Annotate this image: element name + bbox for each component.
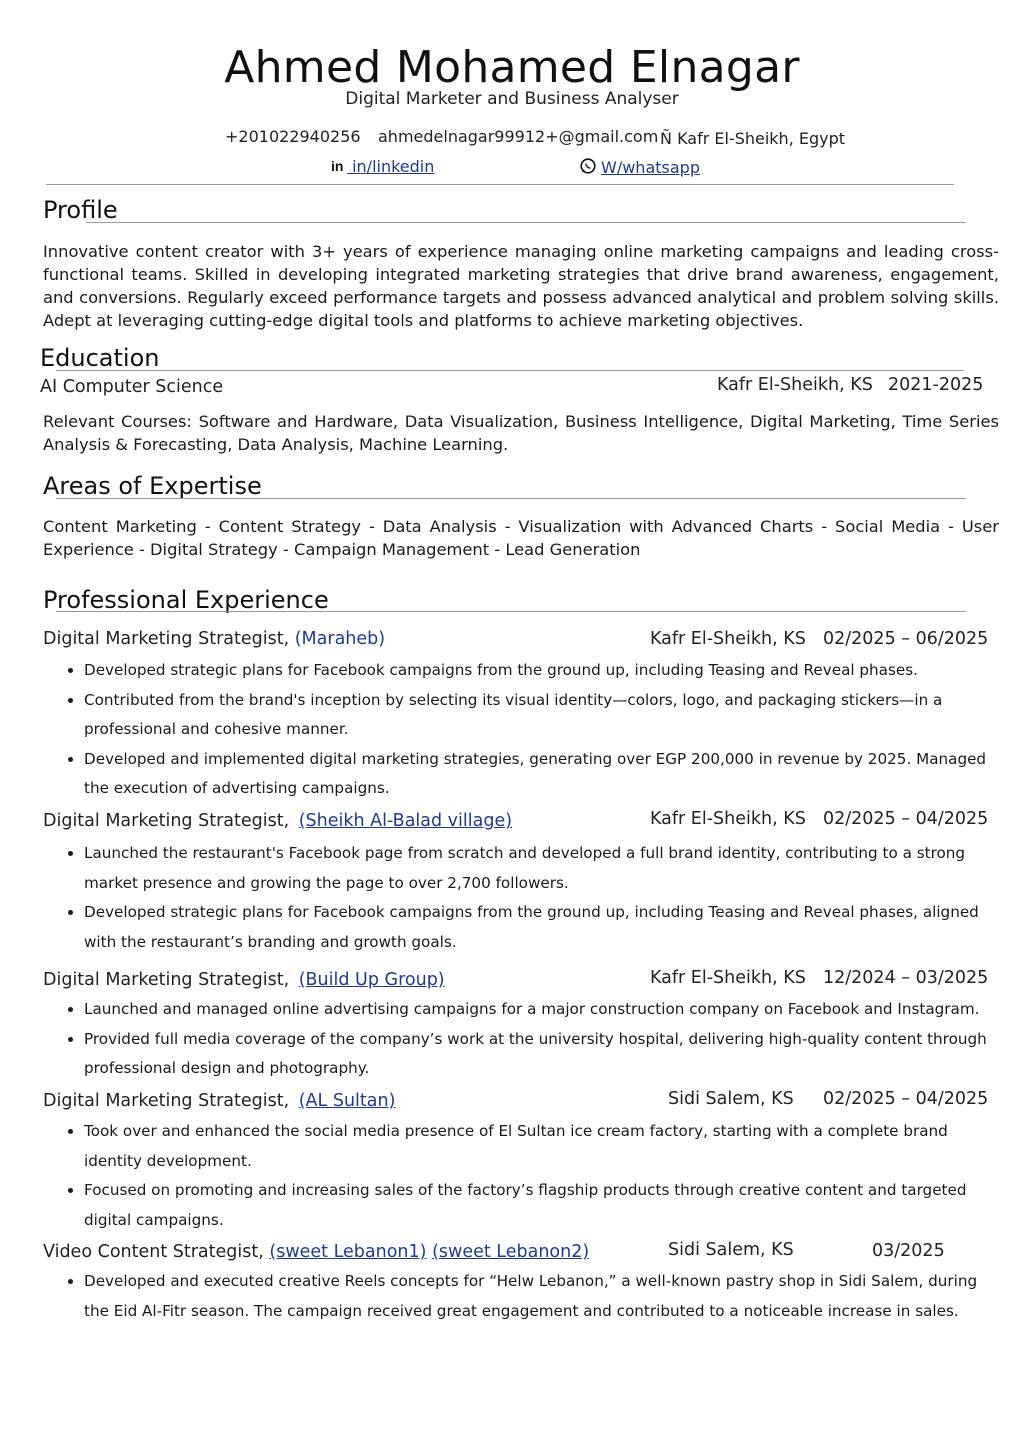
location-line xyxy=(660,129,845,148)
job-role: Digital Marketing Strategist, xyxy=(43,811,290,831)
job-bullets xyxy=(62,995,994,1084)
expertise-text: Content Marketing - Content Strategy - Data Analysis - Visualization with Advanced Charts - Social Media - User Experience - Digital Strategy - Campaign Management - Lead Generation xyxy=(43,517,999,559)
linkedin-icon xyxy=(331,158,347,177)
education-courses: Relevant Courses: Software and Hardware, Data Visualization, Business Intelligence, Digital Marketing, Time Series Analysis & Forecasting, Data Analysis, Machine Learning. xyxy=(43,412,999,454)
job-bullet: • Took over and enhanced the social media presence of El Sultan ice cream factory, starting with a complete brand identity development. xyxy=(84,1117,994,1176)
job-bullet: • Developed and executed creative Reels concepts for “Helw Lebanon,” a well-known pastry shop in Sidi Salem, during the Eid Al-Fitr season. The campaign received great engagement and contributed to a noticeable increase in sales. xyxy=(84,1267,994,1326)
job-location: Sidi Salem, KS xyxy=(668,1089,794,1109)
job-bullet: • Launched the restaurant's Facebook page from scratch and developed a full brand identity, contributing to a strong market presence and growing the page to over 2,700 followers. xyxy=(84,839,994,898)
location-glyph: Ñ xyxy=(660,129,672,148)
company-link[interactable]: (sweet Lebanon1) xyxy=(269,1242,427,1262)
email-address: ahmedelnagar99912+@gmail.com xyxy=(378,127,659,146)
job-bullet: • Launched and managed online advertising campaigns for a major construction company on Facebook and Instagram. xyxy=(84,995,994,1025)
resume-subtitle: Digital Marketer and Business Analyser xyxy=(345,89,679,109)
job-bullets xyxy=(62,656,994,804)
resume-name: Ahmed Mohamed Elnagar xyxy=(224,42,800,93)
job-bullet: • Developed and implemented digital marketing strategies, generating over EGP 200,000 in revenue by 2025. Managed the execution of advertising campaigns. xyxy=(84,745,994,804)
job-bullet: • Developed strategic plans for Facebook campaigns from the ground up, including Teasing and Reveal phases, aligned with the restaurant’s branding and growth goals. xyxy=(84,898,994,957)
company-link-2[interactable]: (sweet Lebanon2) xyxy=(432,1242,590,1262)
job-heading xyxy=(43,970,445,990)
company-link[interactable]: (Sheikh Al-Balad village) xyxy=(298,811,513,831)
whatsapp-icon xyxy=(579,157,597,179)
job-heading xyxy=(43,1091,395,1111)
job-bullets xyxy=(62,1117,994,1235)
job-dates: 02/2025 – 06/2025 xyxy=(823,629,989,649)
experience-divider xyxy=(56,611,966,612)
profile-text: Innovative content creator with 3+ years of experience managing online marketing campaigns and leading cross-functional teams. Skilled in developing integrated marketing strategies that drive brand awareness, engagement, and conversions. Regularly exceed performance targets and possess advanced analytical and problem solving skills. Adept at leveraging cutting-edge digital tools and platforms to achieve marketing objectives. xyxy=(43,242,999,330)
location-text: Kafr El-Sheikh, Egypt xyxy=(677,129,846,148)
job-dates: 02/2025 – 04/2025 xyxy=(823,809,989,829)
job-heading xyxy=(43,1242,589,1262)
job-bullets xyxy=(62,1267,994,1326)
expertise-heading: Areas of Expertise xyxy=(43,472,262,500)
header-divider xyxy=(46,184,954,185)
job-dates: 03/2025 xyxy=(872,1241,945,1261)
education-degree: AI Computer Science xyxy=(40,377,224,397)
education-heading: Education xyxy=(40,344,160,372)
job-location: Kafr El-Sheikh, KS xyxy=(650,809,806,829)
linkedin-link[interactable] xyxy=(331,157,434,177)
education-divider xyxy=(56,370,964,371)
job-heading xyxy=(43,811,512,831)
job-role: Video Content Strategist, xyxy=(43,1242,264,1262)
company-link[interactable]: (Maraheb) xyxy=(294,629,386,649)
education-dates: 2021-2025 xyxy=(888,375,984,395)
job-role: Digital Marketing Strategist, xyxy=(43,970,290,990)
profile-divider xyxy=(86,222,966,223)
job-bullet: • Provided full media coverage of the company’s work at the university hospital, delivering high-quality content through professional design and photography. xyxy=(84,1025,994,1084)
whatsapp-link[interactable] xyxy=(579,157,700,179)
job-role: Digital Marketing Strategist, xyxy=(43,629,290,649)
job-location: Sidi Salem, KS xyxy=(668,1240,794,1260)
linkedin-label[interactable]: in/linkedin xyxy=(347,157,435,176)
whatsapp-label[interactable]: W/whatsapp xyxy=(601,157,700,177)
job-bullet: • Focused on promoting and increasing sales of the factory’s flagship products through creative content and targeted digital campaigns. xyxy=(84,1176,994,1235)
job-location: Kafr El-Sheikh, KS xyxy=(650,968,806,988)
expertise-divider xyxy=(56,498,966,499)
job-bullets xyxy=(62,839,994,957)
job-location: Kafr El-Sheikh, KS xyxy=(650,629,806,649)
profile-heading: Profile xyxy=(43,196,118,224)
education-location: Kafr El-Sheikh, KS xyxy=(717,375,873,395)
job-bullet: • Contributed from the brand's inception by selecting its visual identity—colors, logo, and packaging stickers—in a professional and cohesive manner. xyxy=(84,686,994,745)
job-dates: 12/2024 – 03/2025 xyxy=(823,968,989,988)
phone-number: +201022940256 xyxy=(225,127,361,146)
company-link[interactable]: (Build Up Group) xyxy=(298,970,445,990)
job-role: Digital Marketing Strategist, xyxy=(43,1091,290,1111)
job-bullet: • Developed strategic plans for Facebook campaigns from the ground up, including Teasing and Reveal phases. xyxy=(84,656,994,686)
svg-text:in: in xyxy=(331,159,344,173)
job-dates: 02/2025 – 04/2025 xyxy=(823,1089,989,1109)
company-link[interactable]: (AL Sultan) xyxy=(298,1091,396,1111)
job-heading xyxy=(43,629,385,649)
experience-heading: Professional Experience xyxy=(43,586,329,614)
